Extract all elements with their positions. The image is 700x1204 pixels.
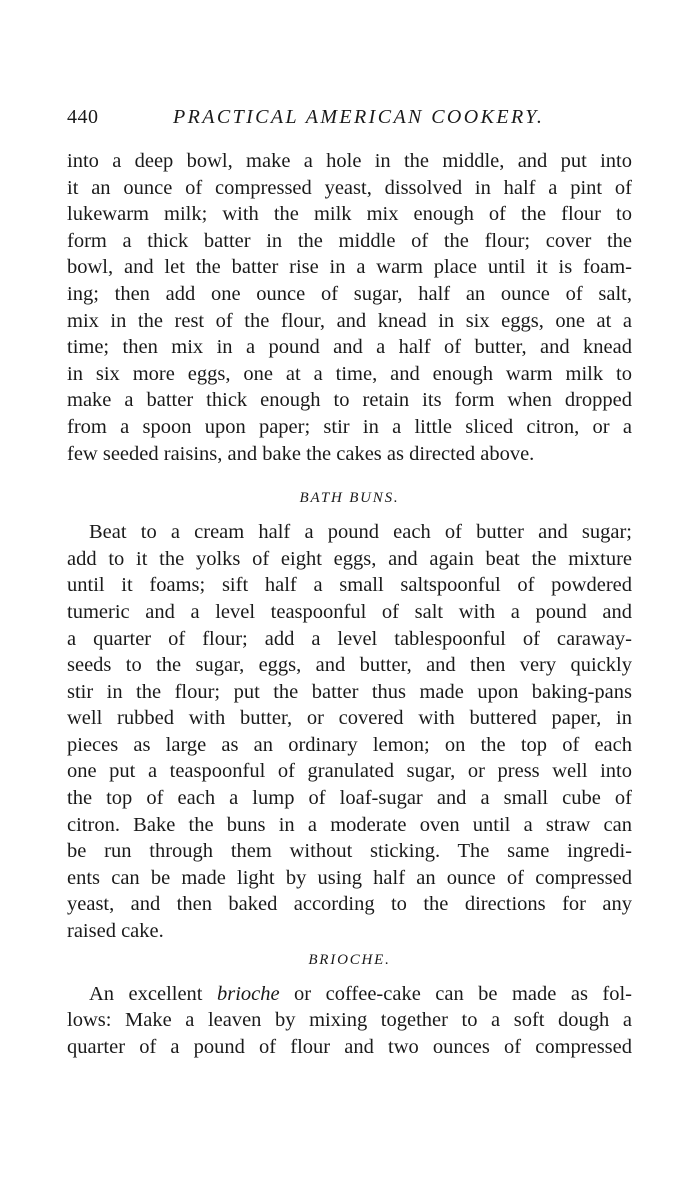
text-line: lows: Make a leaven by mixing together to a soft dough a: [67, 1009, 632, 1032]
text-line: tumeric and a level teaspoonful of salt with a pound and: [67, 600, 632, 623]
running-title: PRACTICAL AMERICAN COOKERY.: [173, 106, 545, 128]
brioche-paragraph: [67, 981, 632, 1061]
text-line: ents can be made light by using half an ounce of compressed: [67, 866, 632, 889]
intro-paragraph: [67, 148, 632, 467]
italic-word-brioche: brioche: [216, 982, 280, 1005]
text-line: well rubbed with butter, or covered with buttered paper, in: [67, 707, 632, 730]
book-page: [67, 100, 632, 1060]
page-number: 440: [67, 106, 99, 128]
text-line: time; then mix in a pound and a half of butter, and knead: [67, 336, 632, 359]
text-line: [67, 981, 632, 1008]
text-line: ing; then add one ounce of sugar, half an ounce of salt,: [67, 282, 632, 305]
text-line: pieces as large as an ordinary lemon; on the top of each: [67, 733, 632, 756]
text-line: form a thick batter in the middle of the flour; cover the: [67, 229, 632, 252]
text-line: until it foams; sift half a small saltspoonful of powdered: [67, 574, 632, 597]
text-line: one put a teaspoonful of granulated sugar, or press well into: [67, 760, 632, 783]
text-line: the top of each a lump of loaf-sugar and a small cube of: [67, 787, 632, 810]
text-line: mix in the rest of the flour, and knead in six eggs, one at a: [67, 309, 632, 332]
text-line: few seeded raisins, and bake the cakes as directed above.: [67, 442, 535, 465]
text-line: it an ounce of compressed yeast, dissolved in half a pint of: [67, 176, 632, 199]
section-heading-brioche: BRIOCHE.: [308, 951, 391, 968]
text-run: or coffee-cake can be made as fol-: [279, 982, 632, 1005]
text-line: a quarter of flour; add a level tablespoonful of caraway-: [67, 627, 632, 650]
text-line: stir in the flour; put the batter thus made upon baking-pans: [67, 680, 632, 703]
text-line: in six more eggs, one at a time, and enough warm milk to: [67, 362, 632, 385]
text-line: add to it the yolks of eight eggs, and again beat the mixture: [67, 547, 632, 570]
text-line: seeds to the sugar, eggs, and butter, and then very quickly: [67, 654, 632, 677]
bath-buns-paragraph: [67, 519, 632, 945]
text-line: citron. Bake the buns in a moderate oven until a straw can: [67, 813, 632, 836]
text-line: Beat to a cream half a pound each of butter and sugar;: [89, 521, 632, 544]
running-header: [67, 100, 632, 134]
text-line: bowl, and let the batter rise in a warm place until it is foam-: [67, 256, 632, 279]
text-line: make a batter thick enough to retain its form when dropped: [67, 389, 632, 412]
text-line: quarter of a pound of flour and two ounces of compressed: [67, 1035, 632, 1058]
text-run: An excellent: [89, 982, 217, 1005]
text-line: from a spoon upon paper; stir in a little sliced citron, or a: [67, 415, 632, 438]
text-line: raised cake.: [67, 920, 164, 943]
text-line: lukewarm milk; with the milk mix enough of the flour to: [67, 203, 632, 226]
text-line: yeast, and then baked according to the directions for any: [67, 893, 632, 916]
section-heading-bath-buns: BATH BUNS.: [299, 490, 400, 507]
text-line: be run through them without sticking. The same ingredi-: [67, 840, 632, 863]
text-line: into a deep bowl, make a hole in the middle, and put into: [67, 150, 632, 172]
